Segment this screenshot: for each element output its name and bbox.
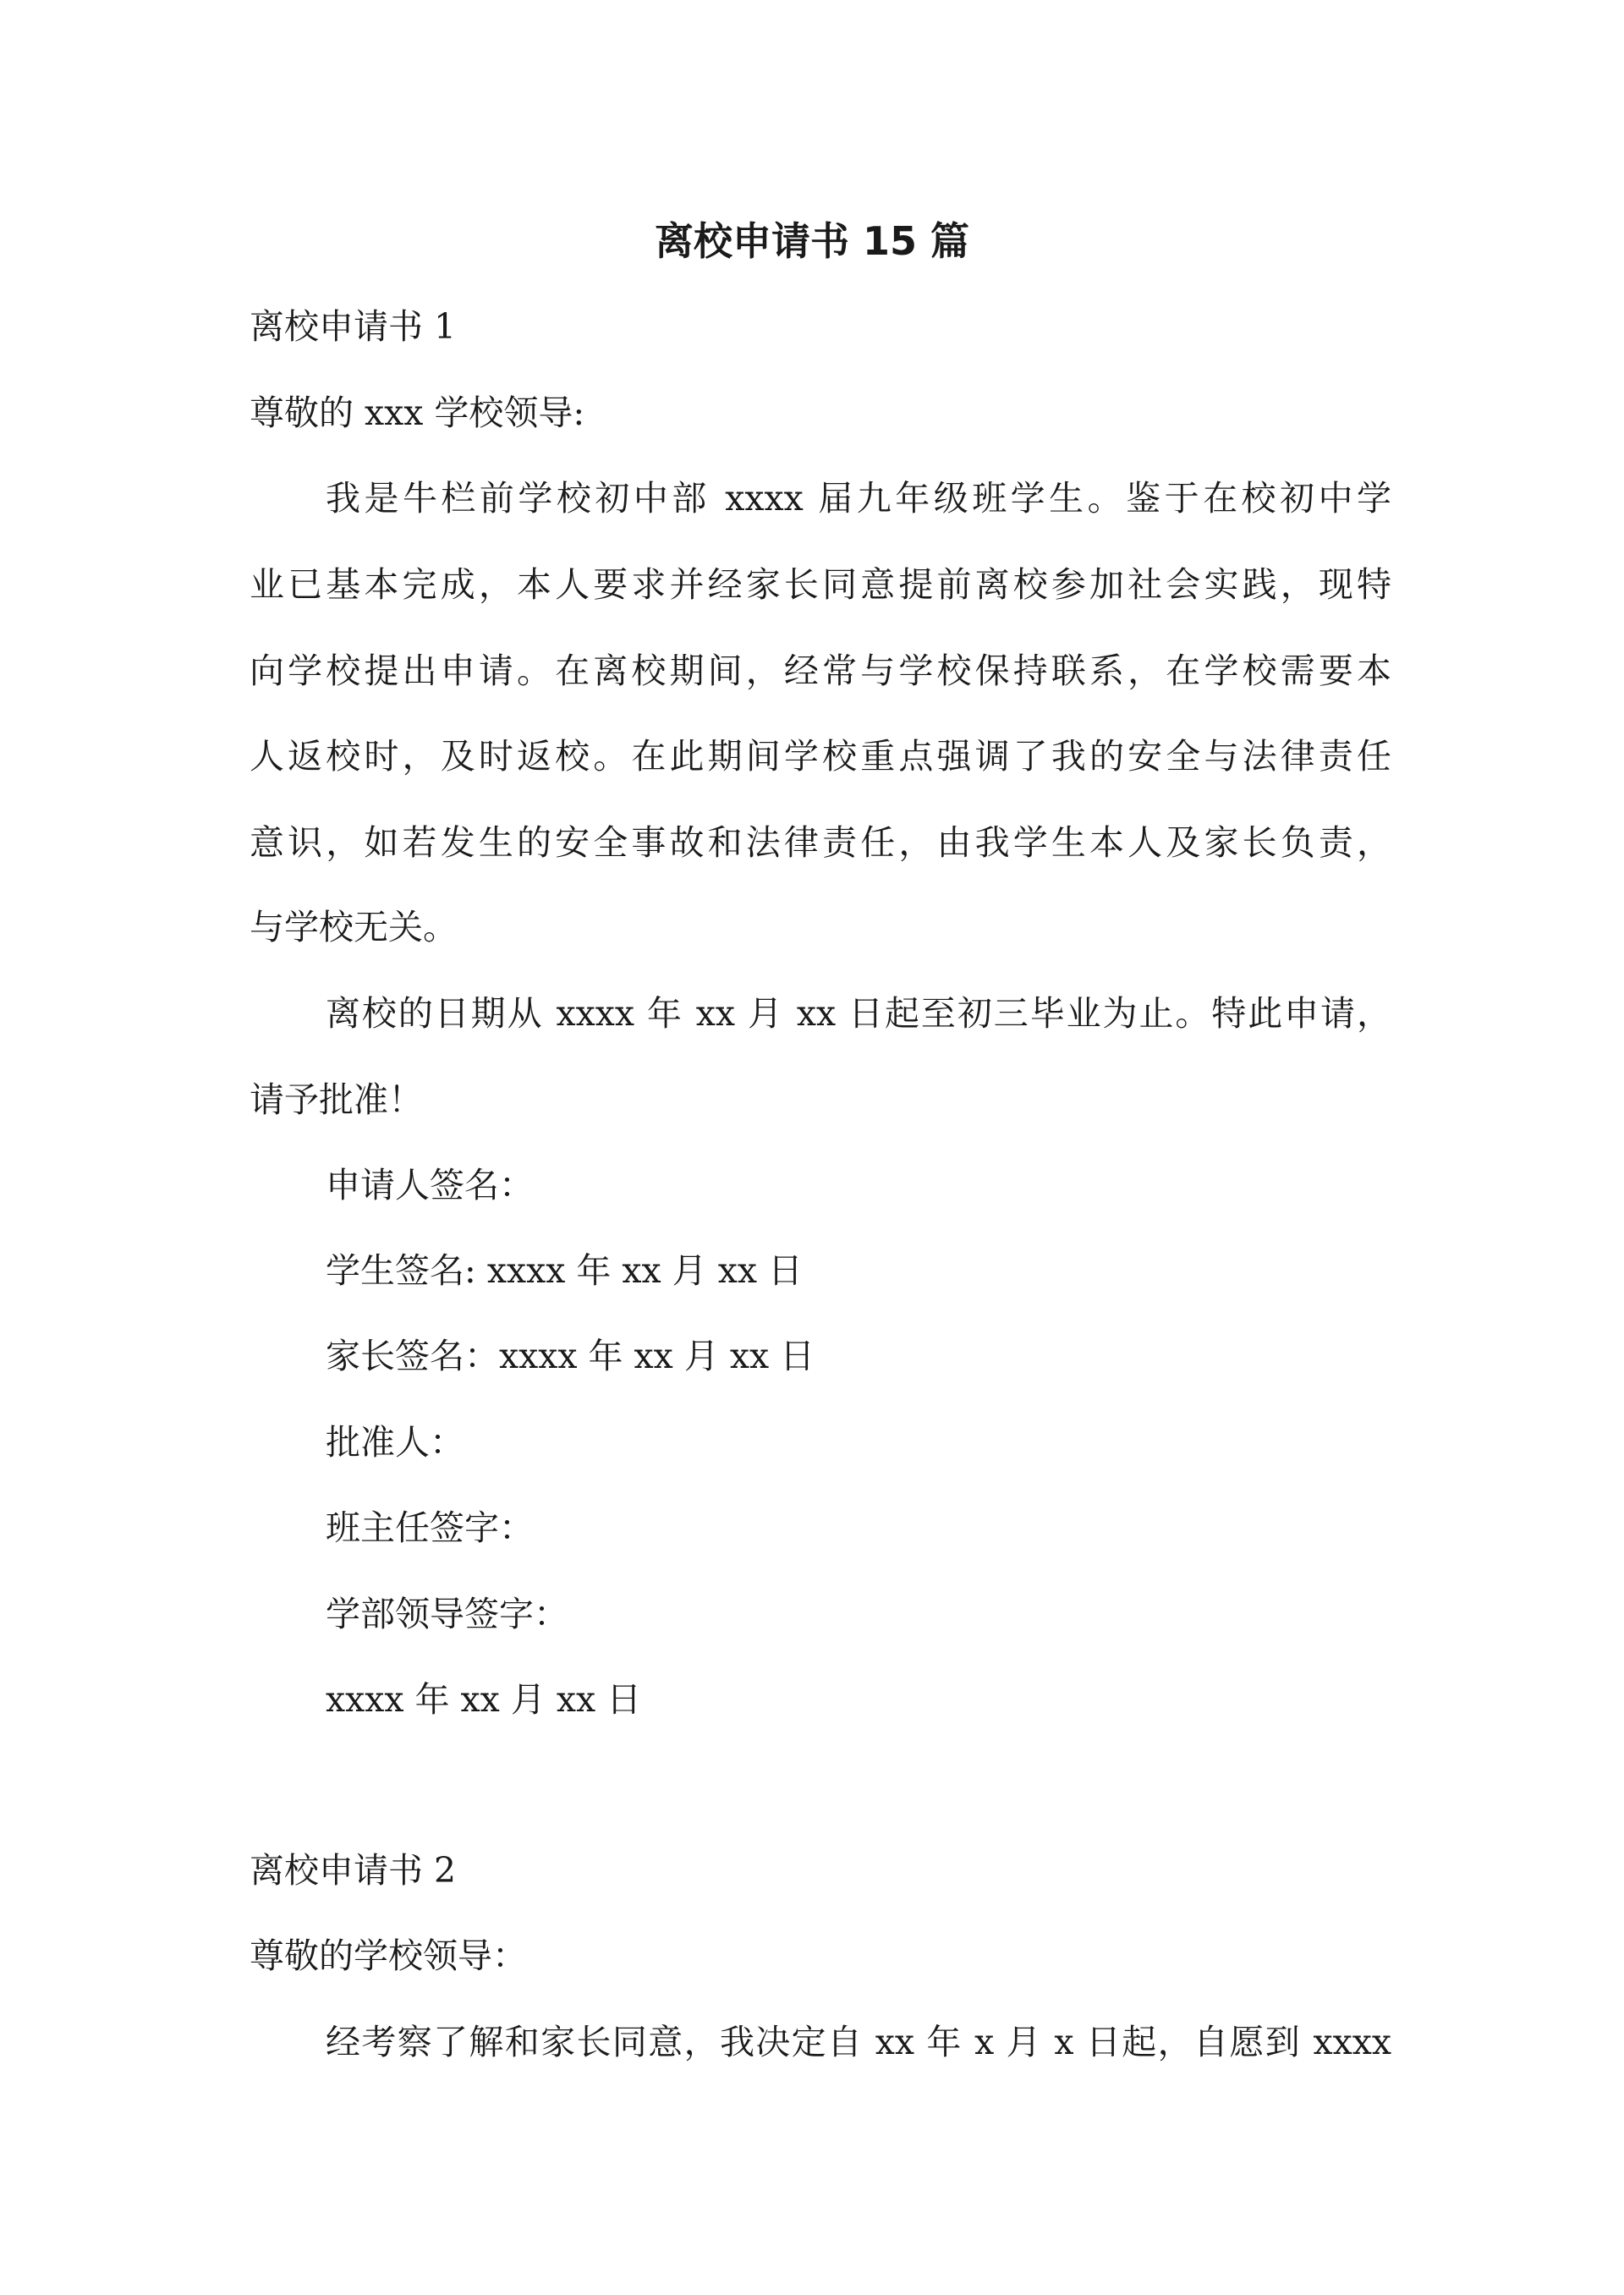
- section-heading-2: 离校申请书 2: [250, 1850, 457, 1891]
- applicant-signature-label: 申请人签名：: [326, 1165, 534, 1205]
- paragraph-line: 意识，如若发生的安全事故和法律责任，由我学生本人及家长负责，: [250, 822, 1391, 863]
- paragraph-line: 业已基本完成，本人要求并经家长同意提前离校参加社会实践，现特: [250, 564, 1391, 605]
- salutation-1: 尊敬的 xxx 学校领导:: [250, 393, 585, 433]
- paragraph-line: 与学校无关。: [250, 907, 458, 947]
- parent-signature-line: 家长签名：xxxx 年 xx 月 xx 日: [326, 1336, 815, 1376]
- student-signature-line: 学生签名: xxxx 年 xx 月 xx 日: [326, 1250, 803, 1291]
- section-heading-1: 离校申请书 1: [250, 306, 457, 347]
- department-leader-signature-label: 学部领导签字：: [326, 1594, 568, 1634]
- paragraph-line: 请予批准！: [250, 1079, 423, 1120]
- document-title: 离校申请书 15 篇: [654, 218, 970, 264]
- paragraph-line: 我是牛栏前学校初中部 xxxx 届九年级班学生。鉴于在校初中学: [326, 478, 1391, 519]
- approver-label: 批准人：: [326, 1422, 464, 1463]
- paragraph-line: 离校的日期从 xxxx 年 xx 月 xx 日起至初三毕业为止。特此申请，: [326, 993, 1391, 1034]
- paragraph-line: 经考察了解和家长同意，我决定自 xx 年 x 月 x 日起，自愿到 xxxx: [326, 2022, 1391, 2062]
- paragraph-line: 向学校提出申请。在离校期间，经常与学校保持联系，在学校需要本: [250, 651, 1391, 691]
- paragraph-line: 人返校时，及时返校。在此期间学校重点强调了我的安全与法律责任: [250, 736, 1391, 777]
- approval-date: xxxx 年 xx 月 xx 日: [326, 1679, 642, 1720]
- salutation-2: 尊敬的学校领导：: [250, 1935, 527, 1976]
- head-teacher-signature-label: 班主任签字：: [326, 1507, 534, 1548]
